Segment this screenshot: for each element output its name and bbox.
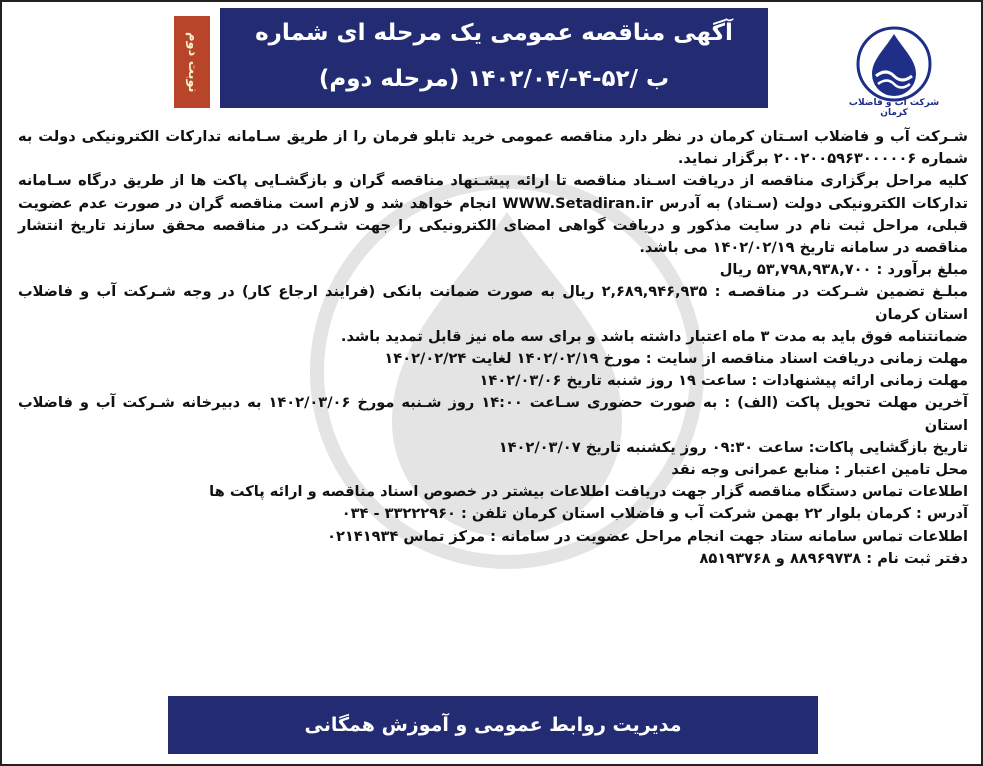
procedure-text-start: کلیه مراحل برگزاری مناقصه از دریافت اسـناد مناقصه تا ارائه پیشـنهاد مناقصه گران و بازگشـایی پاکت ها از طریق درگاه سـامانه تدارکات الکترونیکی دولت (سـتاد) به آدرس	[18, 172, 968, 212]
funding-source: محل تامین اعتبار : منابع عمرانی وجه نقد	[671, 461, 968, 479]
setad-contact: اطلاعات تماس سامانه ستاد جهت انجام مراحل عضویت در سامانه : مرکز تماس ۰۲۱۴۱۹۳۴	[327, 527, 968, 545]
contact-intro: اطلاعات تماس دستگاه مناقصه گزار جهت دریافت اطلاعات بیشتر در خصوص اسناد مناقصه و ارائه پاکت ها	[209, 483, 968, 501]
notice-body	[18, 126, 968, 570]
logo-caption: شرکت آب و فاضلاب کرمان	[848, 98, 940, 118]
intro-paragraph: شـرکت آب و فاضلاب اسـتان کرمان در نظر دارد مناقصه عمومی خرید تابلو فرمان را از طریق سـامانه تدارکات الکترونیکی دولت به شماره ۲۰۰۲۰۰۵۹۶۳۰۰۰۰۰۶ برگزار نماید.	[18, 128, 968, 168]
guarantee-amount: مبلـغ تضمین شـرکت در مناقصـه : ۲,۶۸۹,۹۴۶,۹۳۵ ریال به صورت ضمانت بانکی (فرایند ارجاع کار) در وجه شـرکت آب و فاضلاب استان کرمان	[18, 283, 968, 323]
registration-office: دفتر ثبت نام : ۸۸۹۶۹۷۳۸ و ۸۵۱۹۳۷۶۸	[699, 549, 968, 567]
setad-website-link[interactable]: WWW.Setadiran.ir	[502, 194, 654, 212]
notice-title: آگهی مناقصه عمومی یک مرحله ای شماره	[255, 20, 733, 46]
estimate-amount: مبلغ برآورد : ۵۳,۷۹۸,۹۳۸,۷۰۰ ریال	[719, 261, 968, 279]
address: آدرس : کرمان بلوار ۲۲ بهمن شرکت آب و فاضلاب استان کرمان تلفن : ۳۳۲۲۲۹۶۰ - ۰۳۴	[341, 505, 968, 523]
procedure-paragraph	[18, 170, 968, 259]
stage-badge: نوبت دوم	[174, 16, 210, 108]
opening-date: تاریخ بازگشایی پاکات: ساعت ۰۹:۳۰ روز یکشنبه تاریخ ۱۴۰۲/۰۳/۰۷	[498, 438, 968, 456]
offer-deadline: مهلت زمانی ارائه پیشنهادات : ساعت ۱۹ روز شنبه تاریخ ۱۴۰۲/۰۳/۰۶	[479, 372, 968, 390]
procedure-text-end: انجام خواهد شد و لازم است مناقصه گران در صورت عدم عضویت قبلی، مراحل ثبت نام در سایت مذکور و دریافت گواهی امضای الکترونیکی را جهت شـرکت در مناقصه محقق سازند تاریخ انتشار مناقصه در سامانه تاریخ ۱۴۰۲/۰۲/۱۹ می باشد.	[18, 194, 968, 257]
document-deadline: مهلت زمانی دریافت اسناد مناقصه از سایت : مورخ ۱۴۰۲/۰۲/۱۹ لغایت ۱۴۰۲/۰۲/۲۴	[384, 350, 968, 368]
delivery-deadline: آخرین مهلت تحویل پاکت (الف) : به صورت حضوری سـاعت ۱۴:۰۰ روز شـنبه مورخ ۱۴۰۲/۰۳/۰۶ به دبیرخانه شـرکت آب و فاضلاب استان	[18, 394, 969, 434]
header-banner	[220, 8, 768, 108]
guarantee-validity: ضمانتنامه فوق باید به مدت ۳ ماه اعتبار داشته باشد و برای سه ماه نیز قابل تمدید باشد.	[340, 327, 968, 345]
notice-number: ب /۵۲-۴-/۱۴۰۲/۰۴ (مرحله دوم)	[318, 66, 670, 92]
footer-banner: مدیریت روابط عمومی و آموزش همگانی	[168, 696, 818, 754]
